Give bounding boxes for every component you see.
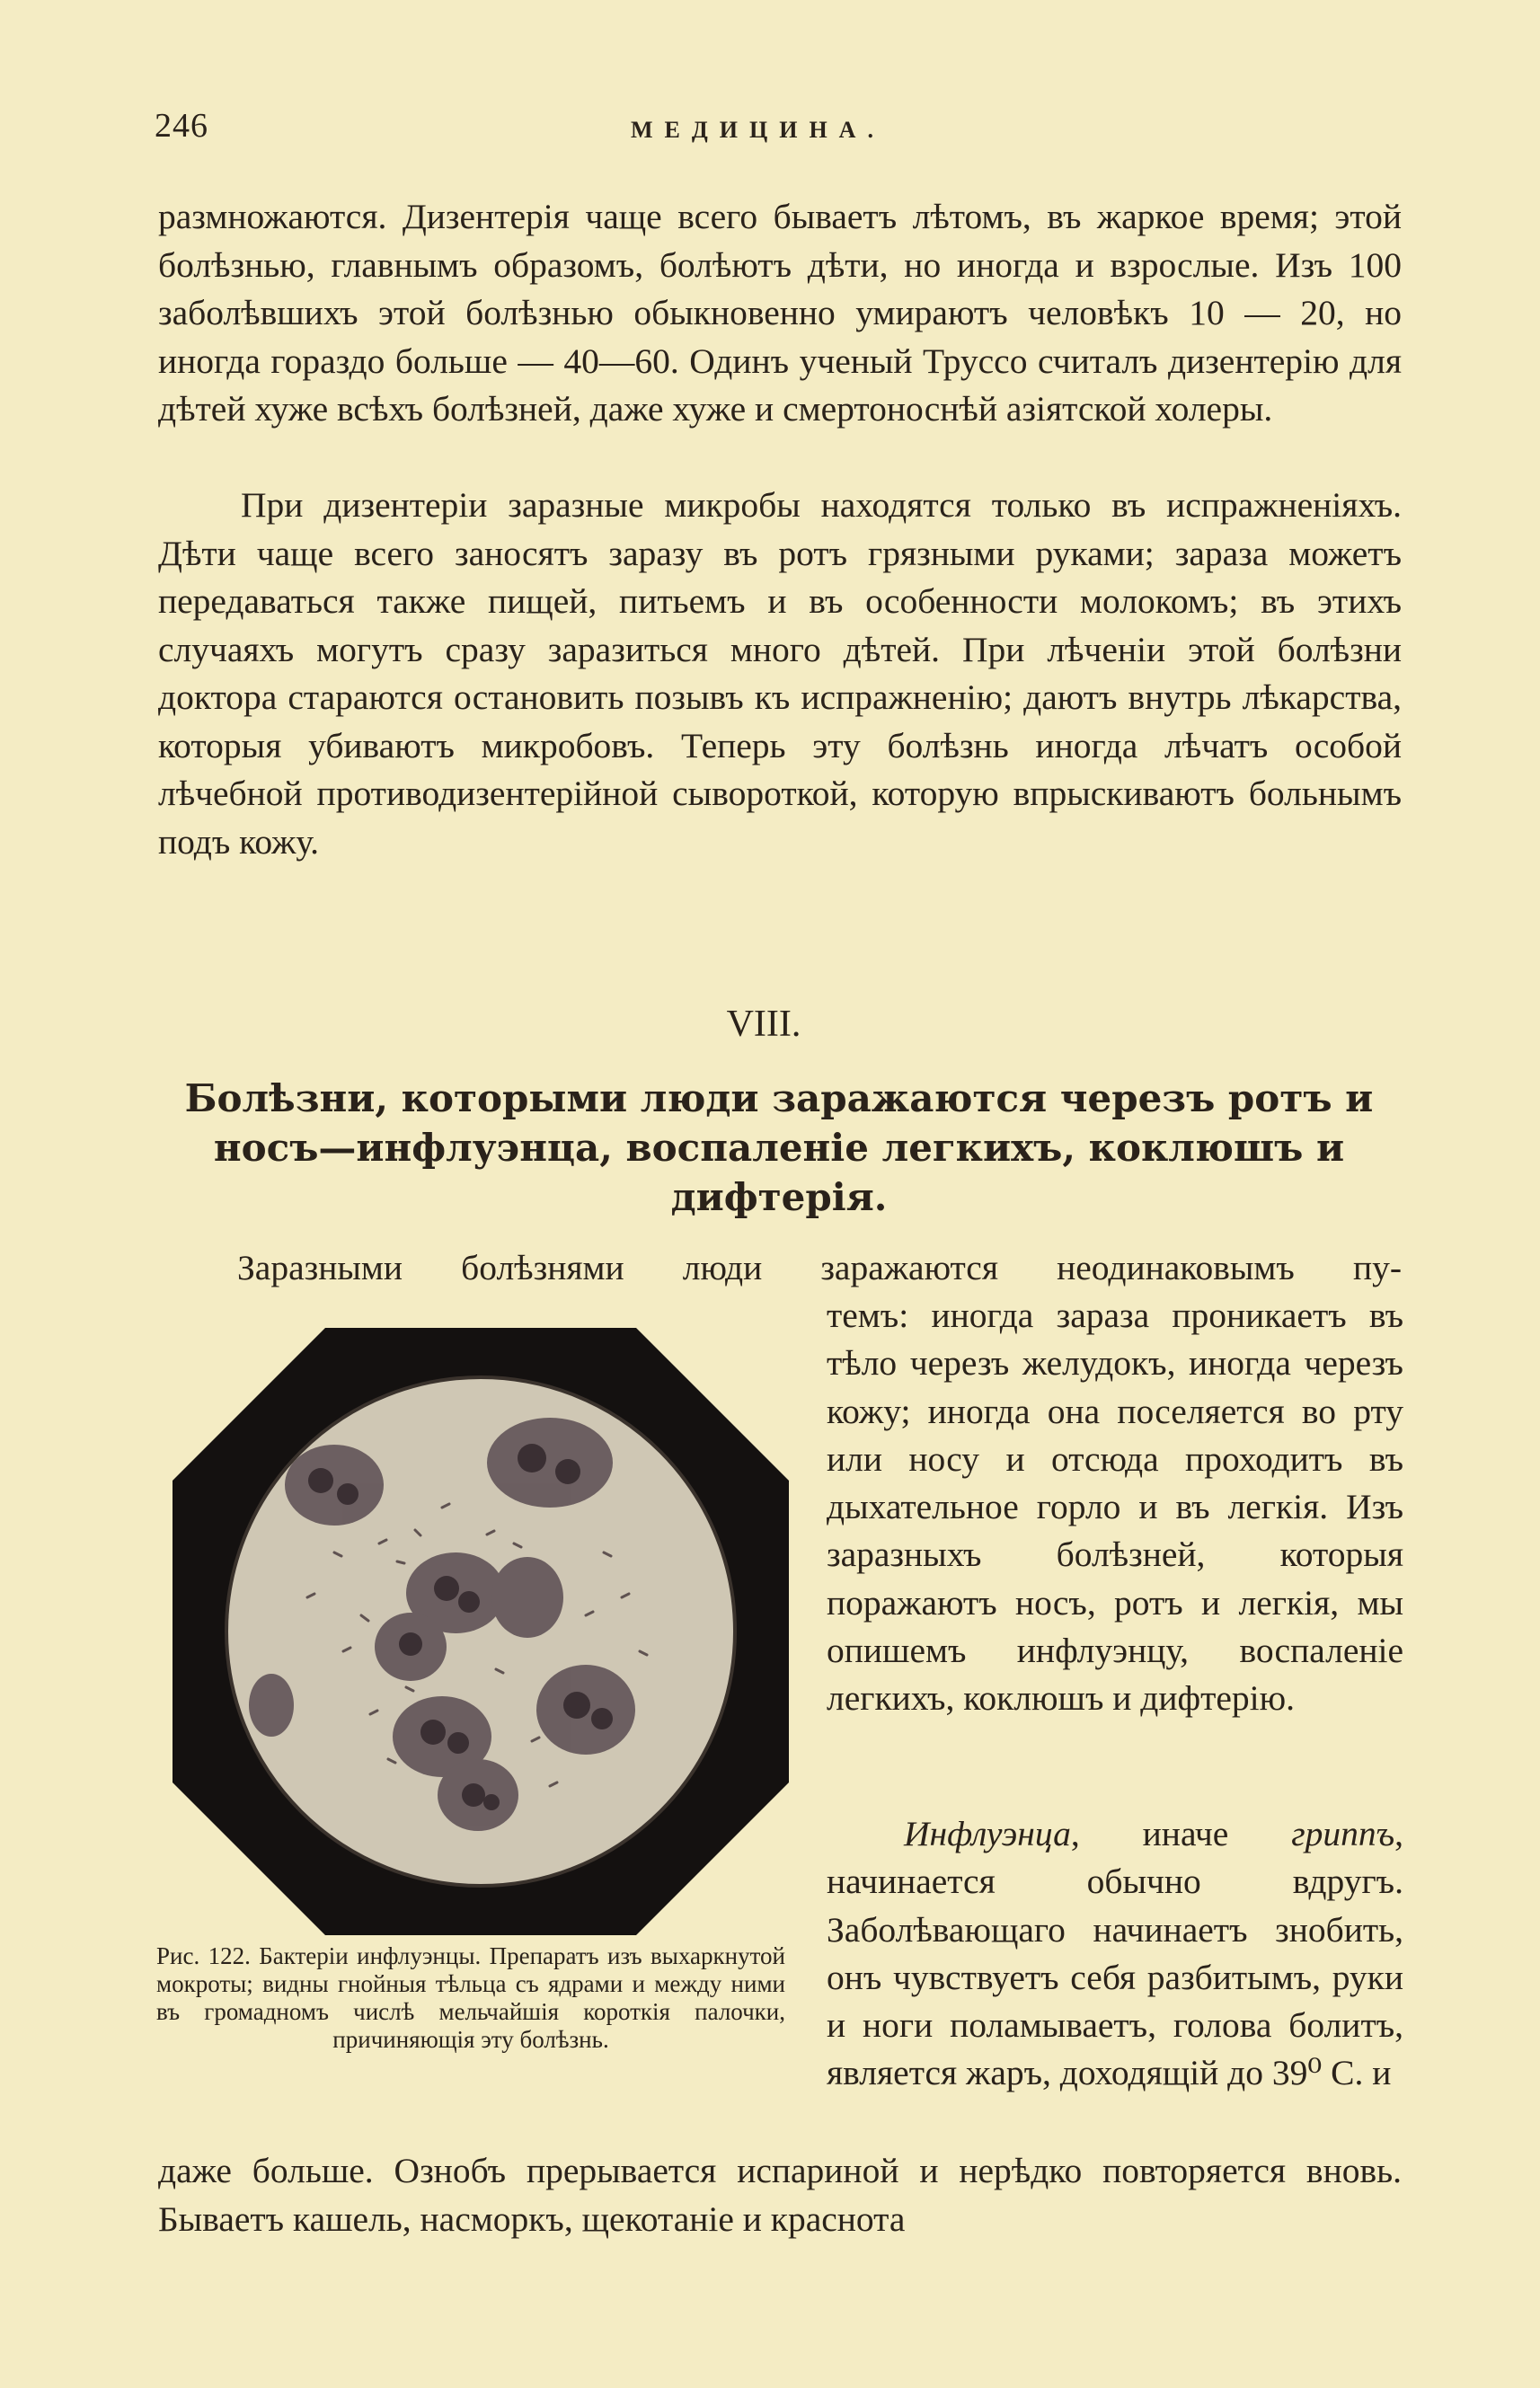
paragraph-dysentery-2: При дизентеріи заразные микробы находятся только въ испражненіяхъ. Дѣти чаще всего заносятъ заразу въ ротъ грязными руками; зараза можетъ передаваться также пищей, питьемъ и въ особенности молокомъ; въ этихъ случаяхъ могутъ сразу заразиться много дѣтей. При лѣченіи этой болѣзни доктора стараются остановить позывъ къ испражненію; даютъ внутрь лѣкарства, которыя убиваютъ микробовъ. Теперь эту болѣзнь иногда лѣчатъ особой лѣчебной противодизентерійной сывороткой, которую впрыскиваютъ больнымъ подъ кожу. — [158, 485, 1402, 862]
paragraph-bottom: даже больше. Ознобъ прерывается испариной и нерѣдко повторяется вновь. Бываетъ кашель, насморкъ, щекотаніе и краснота — [158, 2151, 1402, 2239]
term-grippe: гриппъ — [1291, 1814, 1395, 1853]
term-influenza: Инфлуэнца — [904, 1814, 1071, 1853]
figure-microscope-image — [173, 1328, 789, 1935]
page-header — [155, 106, 1403, 156]
paragraph-right-column: темъ: иногда зараза проникаетъ въ тѣло черезъ желудокъ, иногда черезъ кожу; иногда она поселяется во рту или носу и отсюда проходитъ въ дыхательное горло и въ легкія. Изъ заразныхъ болѣзней, которыя поражаютъ носъ, ротъ и легкія, мы опишемъ инфлуэнцу, воспаленіе легкихъ, коклюшъ и дифтерію. — [827, 1296, 1403, 1719]
paragraph-dysentery-1: размножаются. Дизентерія чаще всего бываетъ лѣтомъ, въ жаркое время; этой болѣзнью, главнымъ образомъ, болѣютъ дѣти, но иногда и взрослые. Изъ 100 заболѣвшихъ этой болѣзнью обыкновенно умираютъ человѣкъ 10 — 20, но иногда гораздо больше — 40—60. Одинъ ученый Труссо считалъ дизентерію для дѣтей хуже всѣхъ болѣзней, даже хуже и смертоноснѣй азіятской холеры. — [158, 197, 1402, 429]
paragraph-influenza — [827, 1810, 1403, 2098]
page-number: 246 — [155, 107, 208, 145]
paragraph-intro-line: Заразными болѣзнями люди заражаются неодинаковымъ пу- — [237, 1248, 1402, 1287]
chapter-title: Болѣзни, которыми люди заражаются черезъ ротъ и носъ—инфлуэнца, воспаленіе легкихъ, коклюшъ и дифтерія. — [184, 1076, 1374, 1219]
text-otherwise: , иначе — [1070, 1814, 1292, 1853]
running-title: МЕДИЦИНА. — [631, 117, 885, 143]
section-number: VIII. — [726, 1004, 801, 1045]
micrograph-illustration — [173, 1328, 789, 1935]
paragraph-influenza-text: , начинается обычно вдругъ. Заболѣвающаго начинаетъ знобить, онъ чувствуетъ себя разбитымъ, руки и ноги поламываетъ, голова болитъ, является жаръ, доходящій до 39⁰ С. и — [827, 1814, 1403, 2093]
figure-caption: Рис. 122. Бактеріи инфлуэнцы. Препаратъ изъ выхаркнутой мокроты; видны гнойныя тѣльца съ ядрами и между ними въ громадномъ числѣ мельчайшія короткія палочки, причиняющія эту болѣзнь. — [156, 1942, 785, 2053]
